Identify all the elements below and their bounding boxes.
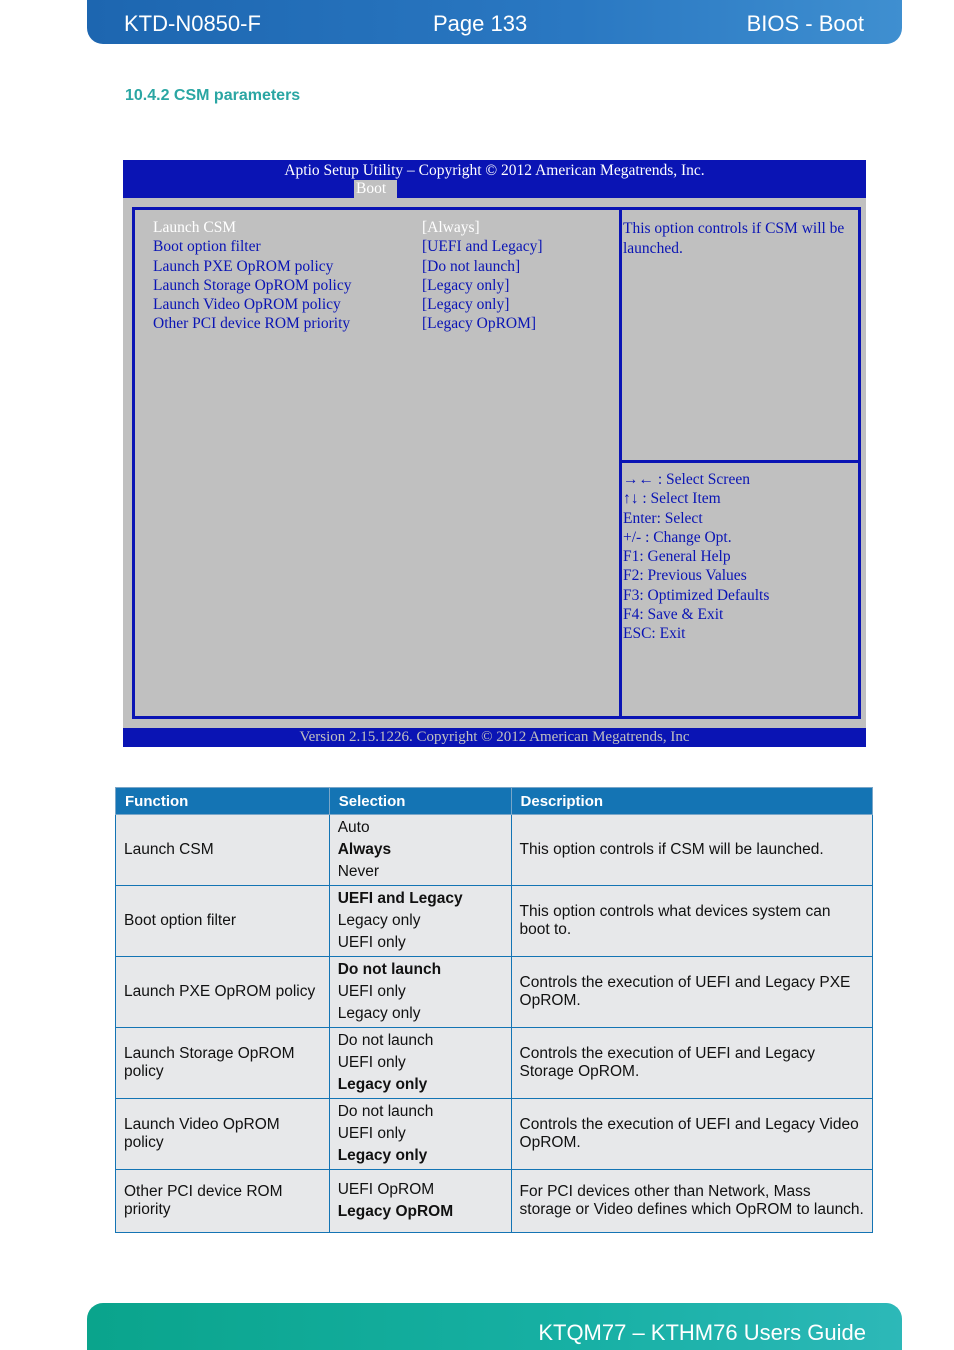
option: UEFI OpROM bbox=[337, 1181, 435, 1198]
option-default: Always bbox=[337, 841, 392, 858]
selection-cell bbox=[329, 886, 511, 957]
key-enter-select: Enter: Select bbox=[623, 509, 703, 527]
function-cell: Other PCI device ROM priority bbox=[116, 1170, 330, 1233]
function-cell: Launch Video OpROM policy bbox=[116, 1099, 330, 1170]
page-header bbox=[87, 0, 902, 44]
selection-cell bbox=[329, 1170, 511, 1233]
bios-frame bbox=[132, 207, 861, 719]
description-cell: This option controls if CSM will be launched. bbox=[511, 815, 872, 886]
option-default: Legacy only bbox=[337, 1076, 428, 1093]
bios-value-boot-option-filter[interactable]: [UEFI and Legacy] bbox=[422, 238, 543, 255]
bios-item-launch-csm[interactable]: Launch CSM bbox=[153, 219, 237, 236]
bios-item-other-pci[interactable]: Other PCI device ROM priority bbox=[153, 315, 351, 332]
option: Legacy only bbox=[337, 912, 421, 929]
table-header-row bbox=[116, 788, 873, 815]
page-number: Page 133 bbox=[433, 11, 528, 36]
key-save-exit: F4: Save & Exit bbox=[623, 606, 724, 624]
table-row bbox=[116, 1099, 873, 1170]
option-default: Legacy OpROM bbox=[337, 1203, 454, 1220]
function-cell: Launch PXE OpROM policy bbox=[116, 957, 330, 1028]
key-select-screen: →← : Select Screen bbox=[623, 471, 750, 488]
selection-cell bbox=[329, 1099, 511, 1170]
bios-title: Aptio Setup Utility – Copyright © 2012 American Megatrends, Inc. bbox=[284, 162, 705, 179]
key-general-help: F1: General Help bbox=[623, 548, 731, 566]
bios-vertical-divider bbox=[619, 210, 622, 716]
option: Legacy only bbox=[337, 1005, 421, 1022]
bios-title-bar bbox=[123, 160, 866, 198]
option-default: Do not launch bbox=[337, 961, 442, 978]
key-esc-exit: ESC: Exit bbox=[623, 625, 686, 643]
bios-value-launch-storage[interactable]: [Legacy only] bbox=[422, 277, 510, 294]
table-row bbox=[116, 1028, 873, 1099]
key-change-opt: +/- : Change Opt. bbox=[623, 528, 732, 546]
bios-value-other-pci[interactable]: [Legacy OpROM] bbox=[422, 315, 537, 332]
function-cell: Launch Storage OpROM policy bbox=[116, 1028, 330, 1099]
selection-cell bbox=[329, 957, 511, 1028]
column-header-function: Function bbox=[116, 788, 330, 815]
bios-item-launch-video[interactable]: Launch Video OpROM policy bbox=[153, 296, 341, 313]
option: UEFI only bbox=[337, 934, 406, 951]
key-optimized-defaults: F3: Optimized Defaults bbox=[623, 586, 770, 604]
bios-item-launch-pxe[interactable]: Launch PXE OpROM policy bbox=[153, 258, 334, 275]
bios-value-launch-pxe[interactable]: [Do not launch] bbox=[422, 258, 521, 275]
option: UEFI only bbox=[337, 983, 406, 1000]
description-cell: For PCI devices other than Network, Mass storage or Video defines which OpROM to launch. bbox=[511, 1170, 872, 1233]
bios-value-launch-video[interactable]: [Legacy only] bbox=[422, 296, 510, 313]
bios-version-bar: Version 2.15.1226. Copyright © 2012 American Megatrends, Inc bbox=[123, 728, 866, 747]
table-row bbox=[116, 1170, 873, 1233]
option: Never bbox=[337, 863, 380, 880]
column-header-description: Description bbox=[511, 788, 872, 815]
column-header-selection: Selection bbox=[329, 788, 511, 815]
parameters-table bbox=[115, 787, 873, 1233]
option: UEFI only bbox=[337, 1054, 406, 1071]
function-cell: Boot option filter bbox=[116, 886, 330, 957]
selection-cell bbox=[329, 1028, 511, 1099]
page-footer bbox=[87, 1303, 902, 1350]
chapter-title: BIOS - Boot bbox=[746, 11, 864, 36]
bios-item-boot-option-filter[interactable]: Boot option filter bbox=[153, 238, 261, 255]
document-id: KTD-N0850-F bbox=[124, 11, 261, 36]
key-previous-values: F2: Previous Values bbox=[623, 567, 747, 585]
bios-horizontal-divider bbox=[622, 460, 858, 463]
footer-title: KTQM77 – KTHM76 Users Guide bbox=[538, 1320, 866, 1345]
description-cell: This option controls what devices system can boot to. bbox=[511, 886, 872, 957]
description-cell: Controls the execution of UEFI and Legacy PXE OpROM. bbox=[511, 957, 872, 1028]
table-row bbox=[116, 815, 873, 886]
bios-value-launch-csm[interactable]: [Always] bbox=[422, 219, 480, 236]
section-title: 10.4.2 CSM parameters bbox=[125, 87, 301, 104]
selection-cell bbox=[329, 815, 511, 886]
bios-item-launch-storage[interactable]: Launch Storage OpROM policy bbox=[153, 277, 352, 294]
option: Auto bbox=[337, 819, 370, 836]
option-default: UEFI and Legacy bbox=[337, 890, 463, 907]
bios-key-legend bbox=[623, 470, 853, 644]
table-row bbox=[116, 957, 873, 1028]
bios-help-text: This option controls if CSM will be launched. bbox=[623, 220, 845, 257]
option-default: Legacy only bbox=[337, 1147, 428, 1164]
option: Do not launch bbox=[337, 1103, 434, 1120]
option: UEFI only bbox=[337, 1125, 406, 1142]
key-select-item: ↑↓ : Select Item bbox=[623, 490, 721, 508]
option: Do not launch bbox=[337, 1032, 434, 1049]
description-cell: Controls the execution of UEFI and Legacy Storage OpROM. bbox=[511, 1028, 872, 1099]
description-cell: Controls the execution of UEFI and Legacy Video OpROM. bbox=[511, 1099, 872, 1170]
bios-tab-boot[interactable]: Boot bbox=[354, 180, 397, 198]
function-cell: Launch CSM bbox=[116, 815, 330, 886]
table-row bbox=[116, 886, 873, 957]
bios-screenshot bbox=[123, 160, 866, 747]
